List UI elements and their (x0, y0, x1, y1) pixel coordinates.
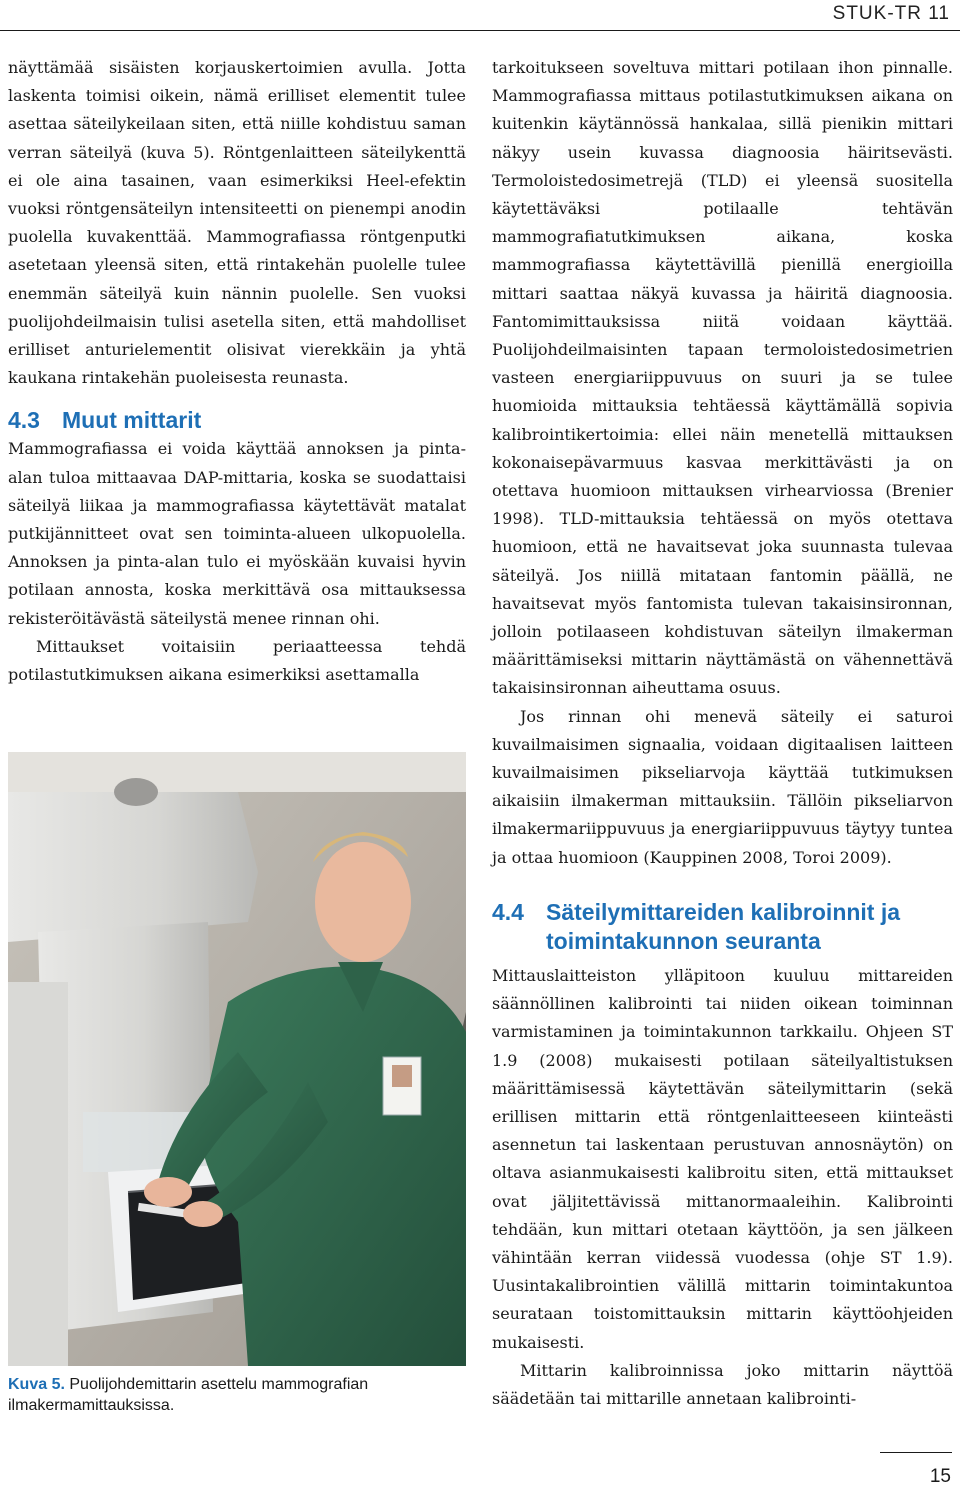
figure-caption (8, 1374, 466, 1416)
right-column (492, 54, 953, 1413)
section-number: 4.4 (492, 898, 524, 925)
running-head: STUK-TR 11 (832, 3, 950, 24)
page-number: 15 (929, 1466, 951, 1487)
section-heading (8, 406, 466, 435)
paragraph: Jos rinnan ohi menevä säteily ei saturoi kuvailmaisimen signaalia, voidaan digitaalisen laitteen kuvailmaisimen pikseliarvoja käyttää tutkimuksen aikaisiin ilmakerman mittauksiin. Tällöin pikseliarvon ilmakermariippuvuus ja energiariippuvuus täytyy tuntea ja ottaa huomioon (Kauppinen 2008, Toroi 2009). (492, 706, 953, 867)
paragraph: Mammografiassa ei voida käyttää annoksen ja pinta-alan tuloa mittaavaa DAP-mittaria, koska se suodattaisi säteilyä liikaa ja mammografiassa käytettävät matalat putkijännitteet ovat sen toiminta-alueen ulkopuolella. Annoksen ja pinta-alan tulo ei myöskään kuvaisi hyvin potilaan annosta, koska merkittävä osa mittauksessa rekisteröitävästä säteilystä menee rinnan ohi. (8, 439, 466, 628)
footer-rule (880, 1452, 952, 1453)
section-title: Muut mittarit (62, 407, 202, 434)
paragraph: Mittarin kalibroinnissa joko mittarin näyttöä säädetään tai mittarille annetaan kalibrointi- (492, 1360, 953, 1408)
mammography-photo-illustration (8, 752, 466, 1366)
paragraph: tarkoitukseen soveltuva mittari potilaan ihon pinnalle. Mammografiassa mittaus potilastutkimuksen aikana on kuitenkin käytännössä hankalaa, sillä pienikin mittari näkyy usein kuvassa diagnoosia häiritsevästi. Termoloistedosimetrejä (TLD) ei yleensä suositella käytettäväksi potilaalle tehtävän mammografiatutkimuksen aikana, koska mammografiassa käytettävillä pienillä energioilla mittari saattaa näkyä kuvassa ja häiritä diagnoosia. Fantomimittauksissa niitä voidaan käyttää. Puolijohdeilmaisinten tapaan termoloistedosimetrien vasteen energiariippuvuus on suuri ja se tulee huomioida mittauksia tehtäessä käyttämällä sopivia kalibrointikertoimia: ellei näin menetellä mittauksen kokonaisepävarmuus kasvaa merkittävästi ja on otettava huomioon mittauksen virhearviossa (Brenier 1998). TLD-mittauksia tehtäessä on myös otettava huomioon, että ne havaitsevat joka suunnasta tulevaa säteilyä. Jos niillä mitataan fantomin päällä, ne havaitsevat myös fantomista tulevan takaisinsironnan, jolloin potilaaseen kohdistuvan säteilyn ilmakerman määrittämiseksi mittarin näyttämästä on vähennettävä takaisinsironnan aiheuttama osuus. (492, 58, 953, 698)
figure-label: Kuva 5. (8, 1376, 65, 1393)
paragraph: Mittaukset voitaisiin periaatteessa tehdä potilastutkimuksen aikana esimerkiksi asettamalla (8, 636, 466, 685)
section-number: 4.3 (8, 407, 40, 434)
paragraph: näyttämää sisäisten korjauskertoimien avulla. Jotta laskenta toimisi oikein, nämä erilliset elementit tulee asettaa säteilykeilaan siten, että niille kohdistuu saman verran säteilyä (kuva 5). Röntgenlaitteen säteilykenttä ei ole aina tasainen, vaan esimerkiksi Heel-efektin vuoksi röntgensäteilyn intensiteetti on pienempi anodin puolella kuvakenttää. Mammografiassa röntgenputki asetetaan yleensä siten, että rintakehän puolelle tulee enemmän säteilyä kuin nännin puolelle. Sen vuoksi puolijohdeilmaisin tulisi asetella siten, että mahdolliset erilliset anturielementit olisivat vierekkäin ja yhtä kaukana rintakehän puoleisesta reunasta. (8, 58, 466, 388)
section-title: Säteilymittareiden kalibroinnit ja toimintakunnon seuranta (546, 898, 901, 954)
section-heading (492, 898, 953, 956)
left-column (8, 54, 466, 689)
header-rule (0, 30, 960, 31)
figure-caption-text: Puolijohdemittarin asettelu mammografian ilmakermamittauksissa. (8, 1376, 369, 1414)
paragraph: Mittauslaitteiston ylläpitoon kuuluu mittareiden säännöllinen kalibrointi tai niiden oikean toiminnan varmistaminen ja toimintakunnon tarkkailu. Ohjeen ST 1.9 (2008) mukaisesti potilaan säteilyaltistuksen määrittämisessä käytettävän säteilymittarin (sekä erillisen mittarin että röntgenlaitteeseen kiinteästi asennetun tai laskentaan perustuvan annosnäytön) on oltava asianmukaisesti kalibroitu siten, että mittaukset ovat jäljitettävissä mittanormaaleihin. Kalibrointi tehdään, kun mittari otetaan käyttöön, ja sen jälkeen vähintään kerran viidessä vuodessa (ohje ST 1.9). Uusintakalibrointien välillä mittarin toimintakuntoa seurataan toistomittauksin mittarin käyttöohjeiden mukaisesti. (492, 965, 953, 1352)
figure-photo (8, 752, 466, 1366)
